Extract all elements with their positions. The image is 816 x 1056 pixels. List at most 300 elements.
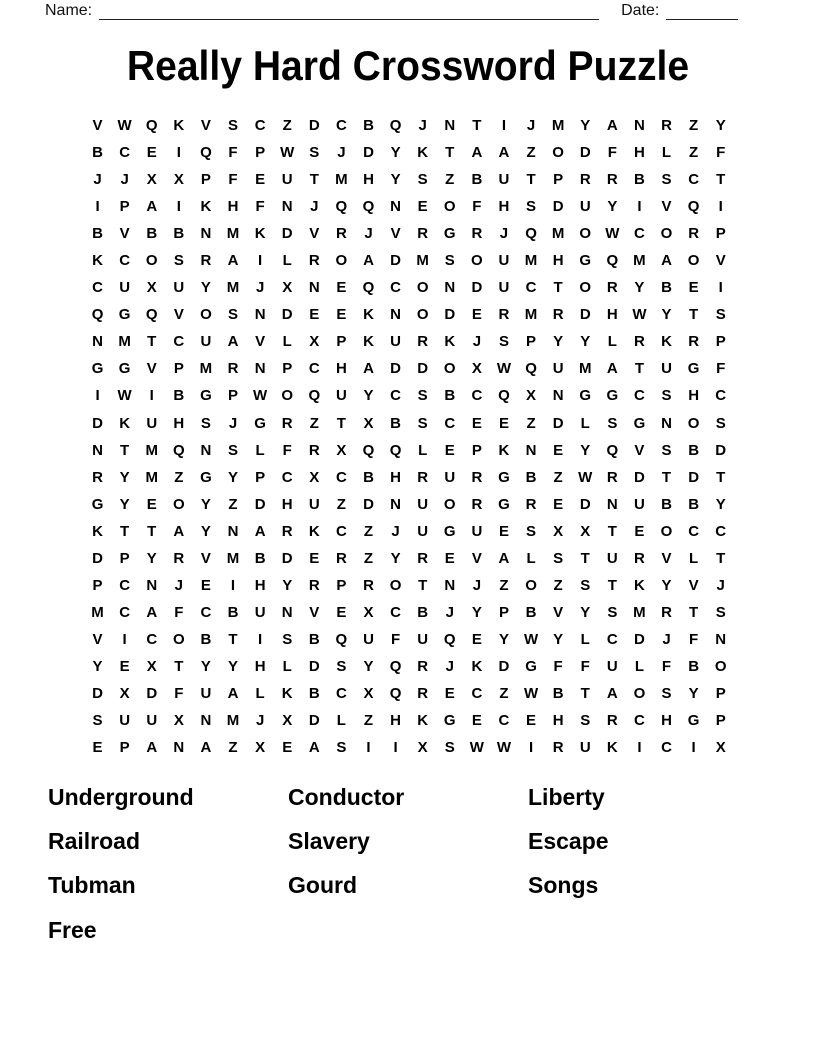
grid-letter: A bbox=[227, 252, 239, 270]
grid-letter: B bbox=[390, 414, 401, 432]
date-label: Date: bbox=[621, 2, 660, 19]
grid-letter: A bbox=[173, 522, 185, 540]
grid-letter: O bbox=[579, 279, 592, 297]
grid-letter: Z bbox=[526, 144, 536, 162]
grid-letter: P bbox=[336, 333, 347, 351]
grid-letter: N bbox=[281, 603, 293, 621]
grid-letter: S bbox=[228, 306, 239, 324]
grid-letter: E bbox=[417, 198, 428, 216]
grid-letter: E bbox=[146, 144, 157, 162]
grid-letter: R bbox=[92, 468, 103, 486]
grid-letter: Y bbox=[119, 468, 130, 486]
grid-letter: C bbox=[525, 279, 537, 297]
grid-letter: K bbox=[471, 657, 483, 675]
grid-letter: G bbox=[118, 306, 131, 324]
grid-letter: O bbox=[525, 576, 537, 594]
grid-letter: J bbox=[120, 171, 129, 189]
grid-letter: X bbox=[580, 522, 591, 540]
grid-letter: Y bbox=[119, 495, 130, 513]
grid-letter: Y bbox=[363, 387, 374, 405]
grid-letter: T bbox=[336, 414, 346, 432]
grid-letter: C bbox=[444, 414, 456, 432]
grid-letter: K bbox=[200, 198, 212, 216]
grid-letter: P bbox=[471, 441, 482, 459]
grid-letter: C bbox=[715, 387, 727, 405]
grid-letter: P bbox=[119, 739, 130, 757]
grid-letter: O bbox=[579, 225, 592, 243]
grid-letter: N bbox=[254, 306, 266, 324]
grid-letter: B bbox=[661, 279, 672, 297]
grid-letter: B bbox=[254, 549, 266, 567]
grid-letter: I bbox=[149, 387, 154, 405]
grid-letter: E bbox=[553, 495, 564, 513]
grid-letter: R bbox=[525, 495, 537, 513]
grid-letter: M bbox=[633, 603, 646, 621]
grid-letter: M bbox=[551, 225, 565, 243]
word-list-item: Conductor bbox=[288, 783, 405, 810]
grid-letter: Y bbox=[471, 603, 482, 621]
grid-letter: F bbox=[661, 657, 672, 675]
grid-letter: Y bbox=[282, 576, 293, 594]
grid-letter: F bbox=[553, 657, 563, 675]
grid-letter: J bbox=[174, 576, 183, 594]
grid-letter: J bbox=[662, 630, 671, 648]
grid-letter: E bbox=[444, 549, 455, 567]
grid-letter: X bbox=[309, 333, 320, 351]
grid-letter: E bbox=[336, 603, 347, 621]
grid-letter: P bbox=[715, 225, 726, 243]
grid-letter: B bbox=[688, 657, 700, 675]
grid-letter: K bbox=[92, 252, 103, 270]
grid-letter: G bbox=[118, 360, 131, 378]
grid-letter: T bbox=[174, 657, 184, 675]
grid-letter: Q bbox=[308, 387, 321, 405]
grid-letter: W bbox=[469, 739, 484, 757]
grid-letter: K bbox=[92, 522, 103, 540]
grid-letter: S bbox=[526, 522, 537, 540]
grid-letter: I bbox=[95, 387, 100, 405]
word-list-item: Liberty bbox=[528, 783, 605, 810]
grid-letter: C bbox=[390, 603, 401, 621]
grid-letter: Q bbox=[606, 441, 619, 459]
grid-letter: N bbox=[525, 441, 537, 459]
grid-letter: X bbox=[309, 468, 320, 486]
grid-letter: D bbox=[634, 630, 645, 648]
grid-letter: X bbox=[471, 360, 482, 378]
grid-letter: C bbox=[335, 468, 347, 486]
grid-letter: T bbox=[309, 171, 319, 189]
grid-letter: Z bbox=[553, 468, 563, 486]
grid-letter: Z bbox=[553, 576, 563, 594]
grid-letter: T bbox=[689, 603, 699, 621]
grid-letter: X bbox=[173, 712, 184, 730]
grid-letter: Y bbox=[661, 306, 672, 324]
grid-letter: W bbox=[496, 739, 512, 757]
grid-letter: S bbox=[173, 252, 184, 270]
grid-letter: C bbox=[390, 387, 401, 405]
grid-letter: M bbox=[145, 441, 158, 459]
grid-letter: K bbox=[444, 333, 456, 351]
grid-letter: O bbox=[281, 387, 294, 405]
grid-letter: U bbox=[390, 333, 401, 351]
grid-letter: C bbox=[606, 630, 618, 648]
grid-letter: B bbox=[363, 117, 374, 135]
grid-letter: E bbox=[200, 576, 211, 594]
grid-letter: G bbox=[200, 387, 212, 405]
grid-letter: S bbox=[526, 198, 537, 216]
grid-letter: P bbox=[715, 712, 726, 730]
grid-letter: G bbox=[687, 712, 700, 730]
grid-letter: Y bbox=[661, 576, 672, 594]
grid-letter: W bbox=[117, 387, 132, 405]
grid-letter: M bbox=[551, 117, 565, 135]
grid-letter: C bbox=[715, 522, 727, 540]
grid-letter: I bbox=[176, 198, 181, 216]
grid-letter: H bbox=[606, 306, 618, 324]
grid-letter: J bbox=[228, 414, 238, 432]
grid-letter: X bbox=[363, 603, 374, 621]
grid-letter: G bbox=[579, 387, 592, 405]
grid-letter: Q bbox=[606, 252, 619, 270]
wordsearch-grid bbox=[84, 112, 734, 761]
grid-letter: O bbox=[200, 306, 212, 324]
grid-letter: U bbox=[119, 279, 131, 297]
grid-letter: R bbox=[606, 712, 618, 730]
grid-letter: X bbox=[336, 441, 347, 459]
grid-letter: D bbox=[92, 414, 103, 432]
grid-letter: G bbox=[91, 360, 104, 378]
grid-letter: U bbox=[579, 198, 591, 216]
grid-letter: C bbox=[471, 387, 483, 405]
grid-letter: C bbox=[688, 171, 700, 189]
grid-letter: R bbox=[281, 414, 293, 432]
grid-letter: E bbox=[444, 685, 455, 702]
grid-letter: W bbox=[496, 360, 512, 378]
grid-letter: K bbox=[417, 144, 429, 162]
grid-letter: B bbox=[227, 603, 239, 621]
grid-letter: P bbox=[92, 576, 103, 594]
grid-letter: F bbox=[689, 630, 699, 648]
grid-letter: T bbox=[716, 549, 726, 567]
grid-letter: D bbox=[92, 549, 103, 567]
grid-letter: X bbox=[282, 279, 293, 297]
grid-letter: H bbox=[281, 495, 293, 513]
grid-letter: C bbox=[335, 685, 347, 702]
grid-letter: Q bbox=[687, 198, 700, 216]
grid-letter: D bbox=[281, 225, 293, 243]
grid-letter: O bbox=[335, 252, 348, 270]
grid-letter: R bbox=[634, 333, 645, 351]
grid-letter: I bbox=[637, 198, 642, 216]
grid-letter: Q bbox=[335, 198, 348, 216]
grid-letter: Z bbox=[499, 576, 509, 594]
grid-letter: E bbox=[336, 306, 347, 324]
grid-letter: A bbox=[227, 333, 239, 351]
grid-letter: N bbox=[92, 333, 103, 351]
grid-letter: G bbox=[525, 657, 537, 675]
grid-letter: K bbox=[417, 712, 429, 730]
grid-letter: F bbox=[282, 441, 292, 459]
grid-letter: X bbox=[715, 739, 726, 757]
grid-letter: O bbox=[443, 495, 456, 513]
grid-letter: O bbox=[552, 144, 564, 162]
grid-letter: B bbox=[146, 225, 158, 243]
grid-letter: C bbox=[308, 360, 320, 378]
grid-letter: C bbox=[688, 522, 700, 540]
grid-letter: T bbox=[445, 144, 455, 162]
grid-letter: U bbox=[281, 171, 293, 189]
grid-letter: G bbox=[200, 468, 212, 486]
grid-letter: Y bbox=[390, 144, 401, 162]
grid-letter: I bbox=[230, 576, 236, 594]
grid-letter: A bbox=[146, 739, 158, 757]
grid-letter: E bbox=[471, 306, 482, 324]
grid-letter: Y bbox=[228, 468, 239, 486]
grid-letter: C bbox=[661, 739, 672, 757]
grid-letter: J bbox=[716, 576, 725, 594]
grid-letter: Z bbox=[174, 468, 184, 486]
grid-letter: Y bbox=[580, 441, 591, 459]
grid-letter: X bbox=[255, 739, 266, 757]
grid-letter: B bbox=[525, 603, 537, 621]
grid-letter: O bbox=[471, 252, 483, 270]
grid-letter: Q bbox=[525, 360, 537, 378]
grid-letter: C bbox=[634, 387, 645, 405]
grid-letter: E bbox=[553, 441, 564, 459]
grid-letter: N bbox=[390, 495, 401, 513]
grid-letter: V bbox=[471, 549, 482, 567]
grid-letter: H bbox=[688, 387, 700, 405]
grid-letter: H bbox=[254, 657, 266, 675]
grid-letter: R bbox=[308, 441, 320, 459]
grid-letter: D bbox=[308, 117, 320, 135]
grid-letter: Q bbox=[145, 117, 158, 135]
grid-letter: J bbox=[391, 522, 400, 540]
grid-letter: O bbox=[660, 225, 673, 243]
grid-letter: M bbox=[118, 333, 131, 351]
grid-letter: S bbox=[661, 387, 672, 405]
grid-letter: N bbox=[390, 306, 401, 324]
grid-letter: M bbox=[226, 225, 240, 243]
grid-letter: S bbox=[661, 685, 672, 702]
grid-letter: Y bbox=[580, 333, 591, 351]
grid-letter: M bbox=[226, 549, 240, 567]
grid-letter: N bbox=[227, 522, 239, 540]
grid-letter: E bbox=[309, 306, 320, 324]
grid-letter: L bbox=[418, 441, 428, 459]
grid-letter: N bbox=[715, 630, 727, 648]
grid-letter: F bbox=[174, 603, 184, 621]
grid-letter: S bbox=[228, 117, 239, 135]
grid-letter: C bbox=[119, 144, 131, 162]
grid-letter: T bbox=[716, 171, 726, 189]
grid-letter: B bbox=[92, 144, 103, 162]
grid-letter: V bbox=[309, 603, 320, 621]
grid-letter: N bbox=[200, 441, 212, 459]
grid-letter: N bbox=[200, 712, 212, 730]
grid-letter: A bbox=[308, 739, 320, 757]
grid-letter: U bbox=[498, 252, 510, 270]
grid-letter: P bbox=[200, 171, 211, 189]
grid-letter: A bbox=[363, 252, 374, 270]
grid-letter: H bbox=[363, 171, 374, 189]
grid-letter: R bbox=[308, 576, 320, 594]
grid-letter: A bbox=[471, 144, 483, 162]
grid-letter: J bbox=[93, 171, 102, 189]
grid-letter: B bbox=[417, 603, 429, 621]
grid-letter: B bbox=[525, 468, 537, 486]
grid-letter: S bbox=[444, 739, 455, 757]
grid-letter: D bbox=[281, 306, 293, 324]
grid-letter: E bbox=[526, 712, 537, 730]
word-list-item: Gourd bbox=[288, 872, 357, 899]
grid-letter: O bbox=[687, 252, 700, 270]
grid-letter: W bbox=[632, 306, 647, 324]
grid-letter: Y bbox=[553, 630, 564, 648]
grid-letter: E bbox=[92, 739, 103, 757]
grid-letter: P bbox=[228, 387, 239, 405]
grid-letter: H bbox=[552, 252, 564, 270]
grid-letter: A bbox=[146, 198, 158, 216]
grid-letter: U bbox=[417, 495, 429, 513]
word-list-item: Free bbox=[48, 916, 97, 943]
grid-letter: Q bbox=[525, 225, 537, 243]
grid-letter: L bbox=[580, 630, 590, 648]
grid-letter: T bbox=[689, 306, 699, 324]
grid-letter: X bbox=[146, 171, 157, 189]
grid-letter: O bbox=[714, 657, 727, 675]
grid-letter: W bbox=[280, 144, 295, 162]
grid-letter: F bbox=[716, 144, 726, 162]
grid-letter: Z bbox=[336, 495, 346, 513]
word-list-item: Slavery bbox=[288, 828, 370, 855]
grid-letter: U bbox=[417, 630, 429, 648]
grid-letter: I bbox=[528, 739, 534, 757]
grid-letter: Y bbox=[498, 630, 509, 648]
grid-letter: S bbox=[715, 603, 726, 621]
grid-letter: I bbox=[637, 739, 642, 757]
grid-letter: I bbox=[718, 198, 723, 216]
grid-letter: O bbox=[416, 279, 429, 297]
grid-letter: Q bbox=[389, 441, 402, 459]
grid-letter: D bbox=[390, 252, 401, 270]
grid-letter: U bbox=[173, 279, 185, 297]
grid-letter: E bbox=[282, 739, 293, 757]
grid-letter: U bbox=[200, 333, 212, 351]
grid-letter: T bbox=[418, 576, 428, 594]
grid-letter: C bbox=[119, 252, 131, 270]
grid-letter: T bbox=[147, 522, 157, 540]
grid-letter: S bbox=[607, 414, 618, 432]
grid-letter: M bbox=[524, 252, 538, 270]
grid-letter: D bbox=[498, 657, 510, 675]
grid-letter: P bbox=[553, 171, 564, 189]
grid-letter: R bbox=[688, 333, 700, 351]
grid-letter: M bbox=[335, 171, 348, 189]
grid-letter: P bbox=[282, 360, 293, 378]
grid-letter: O bbox=[145, 252, 158, 270]
grid-letter: Z bbox=[363, 522, 374, 540]
grid-letter: C bbox=[119, 576, 131, 594]
grid-letter: V bbox=[309, 225, 320, 243]
grid-letter: T bbox=[607, 576, 617, 594]
grid-letter: E bbox=[119, 657, 130, 675]
grid-letter: L bbox=[336, 712, 346, 730]
grid-letter: S bbox=[417, 387, 428, 405]
grid-letter: N bbox=[390, 198, 401, 216]
grid-letter: C bbox=[92, 279, 103, 297]
grid-letter: J bbox=[255, 712, 265, 730]
grid-letter: G bbox=[498, 495, 510, 513]
grid-letter: W bbox=[523, 685, 539, 702]
grid-letter: R bbox=[335, 549, 347, 567]
grid-letter: G bbox=[579, 252, 592, 270]
grid-letter: R bbox=[281, 522, 293, 540]
grid-letter: T bbox=[607, 522, 617, 540]
grid-letter: L bbox=[255, 685, 265, 702]
grid-letter: D bbox=[390, 360, 401, 378]
grid-letter: O bbox=[633, 685, 646, 702]
grid-letter: N bbox=[444, 279, 456, 297]
grid-letter: R bbox=[498, 306, 510, 324]
grid-letter: P bbox=[173, 360, 184, 378]
grid-letter: F bbox=[228, 171, 238, 189]
grid-letter: U bbox=[444, 468, 456, 486]
grid-letter: B bbox=[200, 630, 212, 648]
grid-letter: R bbox=[363, 576, 374, 594]
grid-letter: K bbox=[254, 225, 266, 243]
grid-letter: D bbox=[281, 549, 293, 567]
grid-letter: Q bbox=[389, 685, 402, 702]
grid-letter: Y bbox=[553, 333, 564, 351]
grid-letter: B bbox=[552, 685, 564, 702]
grid-letter: B bbox=[688, 495, 700, 513]
grid-letter: Q bbox=[443, 630, 456, 648]
grid-letter: B bbox=[661, 495, 672, 513]
grid-letter: V bbox=[200, 549, 211, 567]
grid-letter: R bbox=[173, 549, 185, 567]
grid-letter: B bbox=[444, 387, 456, 405]
grid-letter: G bbox=[498, 468, 510, 486]
grid-letter: J bbox=[526, 117, 536, 135]
word-list-item: Songs bbox=[528, 872, 599, 899]
grid-letter: D bbox=[417, 360, 429, 378]
grid-letter: L bbox=[282, 252, 292, 270]
grid-letter: S bbox=[336, 739, 347, 757]
grid-letter: F bbox=[472, 198, 482, 216]
grid-letter: C bbox=[471, 685, 483, 702]
grid-letter: R bbox=[417, 685, 429, 702]
grid-letter: E bbox=[471, 414, 482, 432]
grid-letter: Y bbox=[200, 657, 211, 675]
grid-letter: U bbox=[200, 685, 212, 702]
grid-letter: J bbox=[364, 225, 373, 243]
grid-letter: R bbox=[552, 739, 564, 757]
grid-letter: S bbox=[498, 333, 509, 351]
word-list-column bbox=[48, 775, 288, 953]
grid-letter: Y bbox=[146, 549, 157, 567]
header-row bbox=[45, 2, 741, 20]
grid-letter: V bbox=[92, 630, 103, 648]
grid-letter: B bbox=[173, 387, 185, 405]
grid-letter: M bbox=[199, 360, 213, 378]
grid-letter: D bbox=[715, 441, 727, 459]
grid-letter: D bbox=[688, 468, 700, 486]
grid-letter: R bbox=[417, 549, 429, 567]
grid-letter: W bbox=[523, 630, 539, 648]
grid-letter: N bbox=[254, 360, 266, 378]
grid-letter: X bbox=[146, 657, 157, 675]
